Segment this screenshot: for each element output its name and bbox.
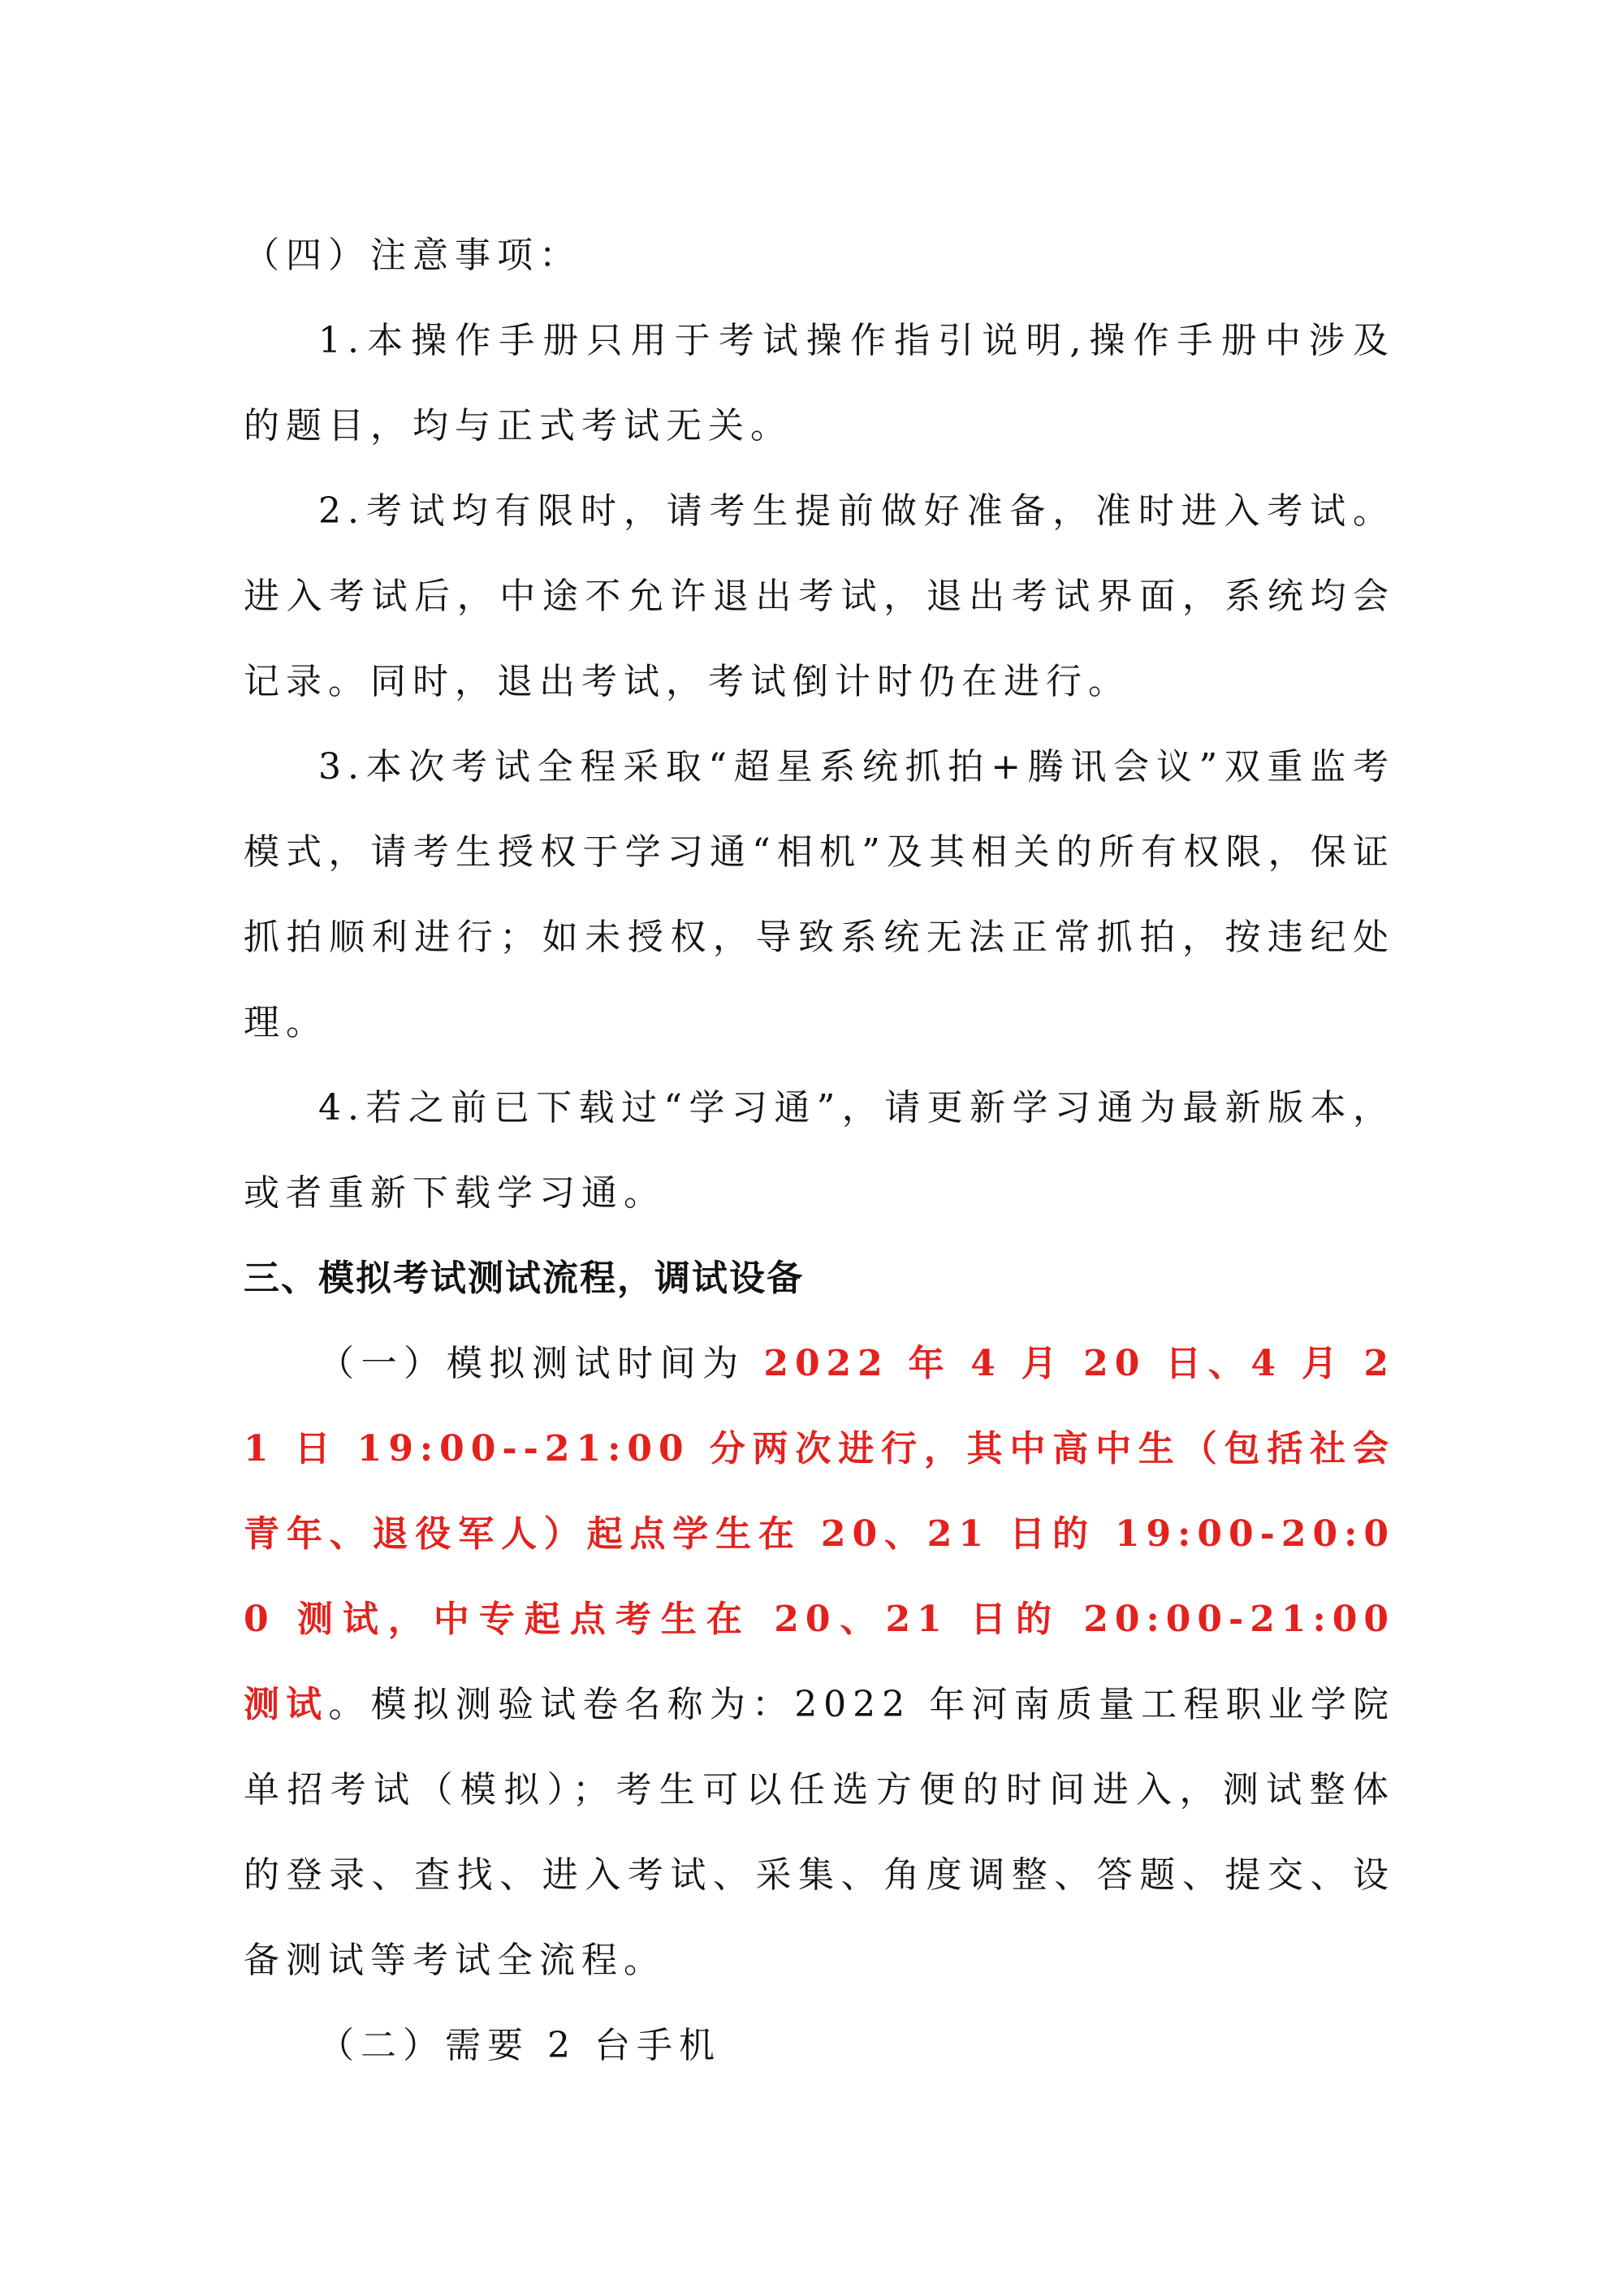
document-page (244, 213, 1395, 2088)
notice-item-1: 1.本操作手册只用于考试操作指引说明,操作手册中涉及的题目，均与正式考试无关。 (244, 320, 1395, 447)
test-time-suffix: 。模拟测验试卷名称为：2022 年河南质量工程职业学院单招考试（模拟）；考生可以任选方便的时间进入，测试整体的登录、查找、进入考试、采集、角度调整、答题、提交、设备测试等考试全流程。 (244, 1684, 1395, 1981)
devices-paragraph: （二）需要 2 台手机 (318, 2025, 721, 2066)
notice-item-4: 4.若之前已下载过“学习通”，请更新学习通为最新版本，或者重新下载学习通。 (244, 1087, 1395, 1214)
section-three-heading: 三、模拟考试测试流程，调试设备 (244, 1258, 804, 1299)
test-time-paragraph (244, 1321, 1395, 2003)
notice-item-2: 2.考试均有限时，请考生提前做好准备，准时进入考试。进入考试后，中途不允许退出考试，退出考试界面，系统均会记录。同时，退出考试，考试倒计时仍在进行。 (244, 490, 1395, 702)
section-4-title: （四）注意事项： (244, 235, 581, 276)
notice-item-3: 3.本次考试全程采取“超星系统抓拍+腾讯会议”双重监考模式，请考生授权于学习通“相机”及其相关的所有权限，保证抓拍顺利进行；如未授权，导致系统无法正常抓拍，按违纪处理。 (244, 746, 1395, 1043)
test-time-highlight: 2022 年 4 月 20 日、4 月 21 日 19:00--21:00 分两次进行，其中高中生（包括社会青年、退役军人）起点学生在 20、21 日的 19:00-20:00 测试，中专起点考生在 20、21 日的 20:00-21:00 测试 (244, 1343, 1395, 1725)
test-time-prefix: （一）模拟测试时间为 (318, 1343, 745, 1384)
